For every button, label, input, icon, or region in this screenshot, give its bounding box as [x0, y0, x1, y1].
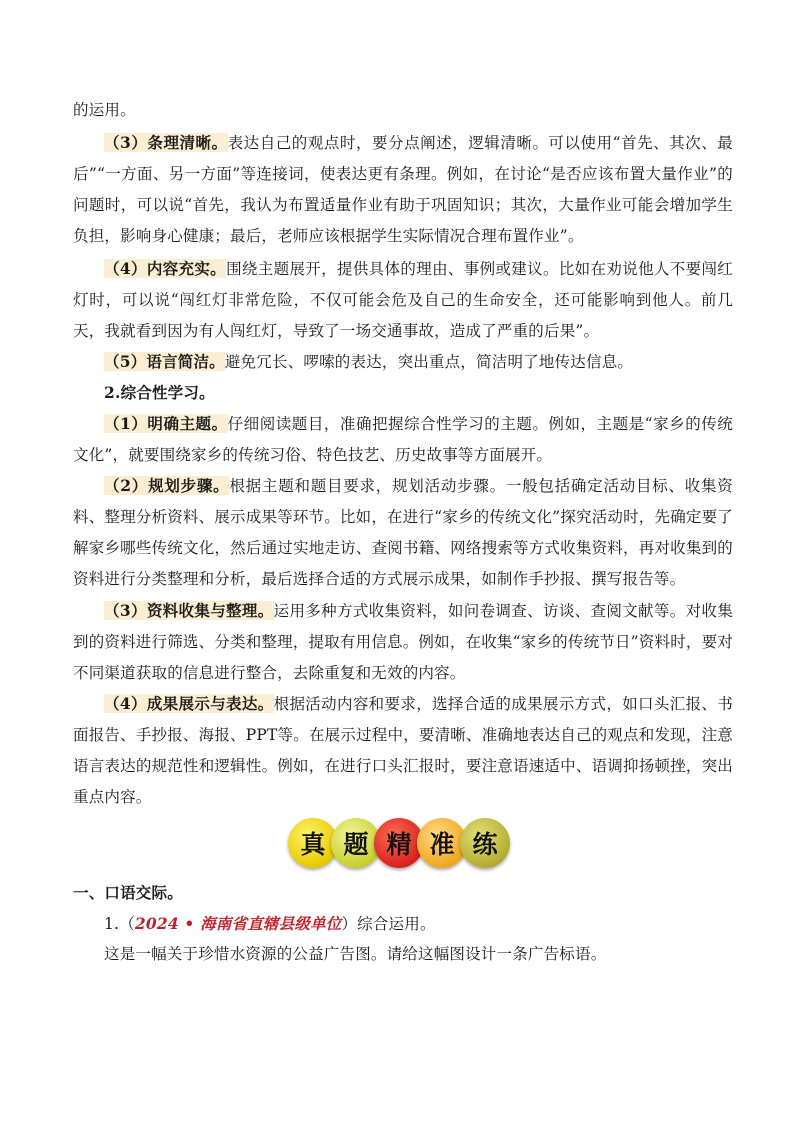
paragraph-concise [73, 346, 733, 378]
point-label: （1）明确主题。 [104, 414, 228, 433]
paragraph-continuation: 的运用。 [73, 101, 136, 119]
banner-char: 准 [417, 818, 467, 868]
banner-char: 题 [331, 818, 381, 868]
question-1 [73, 908, 733, 940]
point-label: （3）资料收集与整理。 [104, 601, 274, 620]
point-label: （4）成果展示与表达。 [104, 694, 274, 713]
paragraph-content [73, 253, 733, 347]
banner-char: 真 [288, 818, 338, 868]
paragraph-topic [73, 408, 733, 471]
point-label: （5）语言简洁。 [104, 352, 225, 371]
section-heading: 2.综合性学习。 [104, 383, 215, 402]
banner-char: 练 [460, 818, 510, 868]
question-source: 2024 • 海南省直辖县级单位 [134, 914, 342, 933]
question-number: 1.（ [104, 915, 135, 933]
point-text: 根据活动内容和要求，选择合适的成果展示方式，如口头汇报、书面报告、手抄报、海报、PPT等。在展示过程中，要清晰、准确地表达自己的观点和发现，注意语言表达的规范性和逻辑性。例如，在进行口头汇报时，要注意语速适中、语调抑扬顿挫，突出重点内容。 [73, 695, 733, 806]
point-label: （4）内容充实。 [104, 259, 227, 278]
point-text: 避免冗长、啰嗦的表达，突出重点，简洁明了地传达信息。 [224, 353, 634, 371]
point-text: 运用多种方式收集资料，如问卷调查、访谈、查阅文献等。对收集到的资料进行筛选、分类和整理，提取有用信息。例如，在收集“家乡的传统节日”资料时，要对不同渠道获取的信息进行整合，去除重复和无效的内容。 [73, 602, 733, 682]
point-text: 围绕主题展开，提供具体的理由、事例或建议。比如在劝说他人不要闯红灯时，可以说“闯红灯非常危险，不仅可能会危及自己的生命安全，还可能影响到他人。前几天，我就看到因为有人闯红灯，导致了一场交通事故，造成了严重的后果”。 [73, 260, 733, 340]
banner-char: 精 [374, 818, 424, 868]
question-1-text: 这是一幅关于珍惜水资源的公益广告图。请给这幅图设计一条广告标语。 [104, 945, 607, 963]
point-label: （3）条理清晰。 [104, 133, 228, 152]
question-type: ）综合运用。 [341, 915, 436, 933]
point-text: 仔细阅读题目，准确把握综合性学习的主题。例如，主题是“家乡的传统文化”，就要围绕家乡的传统习俗、特色技艺、历史故事等方面展开。 [73, 415, 734, 464]
paragraph-presentation [73, 688, 733, 813]
point-text: 表达自己的观点时，要分点阐述，逻辑清晰。可以使用“首先、其次、最后”“一方面、另一方面”等连接词，使表达更有条理。例如，在讨论“是否应该布置大量作业”的问题时，可以说“首先，我认为布置适量作业有助于巩固知识；其次，大量作业可能会增加学生负担，影响身心健康；最后，老师应该根据学生实际情况合理布置作业”。 [73, 134, 734, 245]
paragraph-logic [73, 127, 733, 252]
practice-banner [288, 816, 508, 872]
paragraph-materials [73, 595, 733, 689]
point-label: （2）规划步骤。 [104, 476, 230, 495]
paragraph-steps [73, 470, 733, 595]
point-text: 根据主题和题目要求，规划活动步骤。一般包括确定活动目标、收集资料、整理分析资料、展示成果等环节。比如，在进行“家乡的传统文化”探究活动时，先确定要了解家乡哪些传统文化，然后通过实地走访、查阅书籍、网络搜索等方式收集资料，再对收集到的资料进行分类整理和分析，最后选择合适的方式展示成果，如制作手抄报、撰写报告等。 [73, 477, 734, 588]
section-oral-heading: 一、口语交际。 [73, 883, 183, 902]
